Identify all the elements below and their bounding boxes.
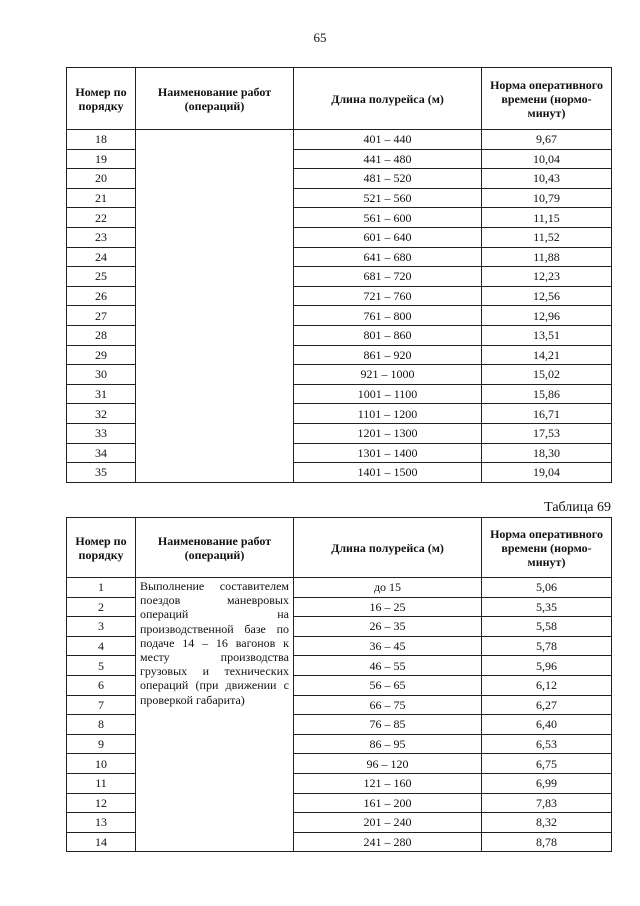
time-norm: 10,04 bbox=[482, 149, 612, 169]
half-trip-length: 241 – 280 bbox=[294, 832, 482, 852]
half-trip-length: 561 – 600 bbox=[294, 208, 482, 228]
norms-table-69 bbox=[66, 517, 612, 852]
row-number: 20 bbox=[67, 169, 136, 189]
time-norm: 6,99 bbox=[482, 773, 612, 793]
half-trip-length: 481 – 520 bbox=[294, 169, 482, 189]
half-trip-length: 641 – 680 bbox=[294, 247, 482, 267]
header-operation-name: Наименование работ (операций) bbox=[136, 68, 294, 130]
half-trip-length: 801 – 860 bbox=[294, 325, 482, 345]
half-trip-length: 1001 – 1100 bbox=[294, 384, 482, 404]
time-norm: 16,71 bbox=[482, 404, 612, 424]
time-norm: 10,43 bbox=[482, 169, 612, 189]
page-number: 65 bbox=[313, 30, 327, 45]
row-number: 26 bbox=[67, 286, 136, 306]
time-norm: 8,32 bbox=[482, 813, 612, 833]
half-trip-length: 56 – 65 bbox=[294, 675, 482, 695]
half-trip-length: 521 – 560 bbox=[294, 188, 482, 208]
table-row bbox=[67, 130, 612, 150]
header-operating-time-norm: Норма оперативного времени (нормо-минут) bbox=[482, 68, 612, 130]
time-norm: 15,86 bbox=[482, 384, 612, 404]
table-row bbox=[67, 578, 612, 598]
time-norm: 6,75 bbox=[482, 754, 612, 774]
half-trip-length: 721 – 760 bbox=[294, 286, 482, 306]
time-norm: 6,12 bbox=[482, 675, 612, 695]
time-norm: 5,35 bbox=[482, 597, 612, 617]
half-trip-length: 401 – 440 bbox=[294, 130, 482, 150]
row-number: 11 bbox=[67, 773, 136, 793]
operation-name-cell: Выполнение составителем поездов маневровых операций на производственной базе по подаче 14 – 16 вагонов к месту производства грузовых и технических операций (при движении с проверкой габарита) bbox=[136, 578, 294, 852]
half-trip-length: 86 – 95 bbox=[294, 734, 482, 754]
time-norm: 12,23 bbox=[482, 267, 612, 287]
time-norm: 8,78 bbox=[482, 832, 612, 852]
time-norm: 17,53 bbox=[482, 423, 612, 443]
time-norm: 9,67 bbox=[482, 130, 612, 150]
half-trip-length: 861 – 920 bbox=[294, 345, 482, 365]
half-trip-length: 1301 – 1400 bbox=[294, 443, 482, 463]
table-caption: Таблица 69 bbox=[544, 500, 611, 515]
half-trip-length: 441 – 480 bbox=[294, 149, 482, 169]
time-norm: 19,04 bbox=[482, 463, 612, 483]
time-norm: 14,21 bbox=[482, 345, 612, 365]
row-number: 19 bbox=[67, 149, 136, 169]
row-number: 35 bbox=[67, 463, 136, 483]
row-number: 27 bbox=[67, 306, 136, 326]
half-trip-length: 761 – 800 bbox=[294, 306, 482, 326]
row-number: 3 bbox=[67, 617, 136, 637]
time-norm: 18,30 bbox=[482, 443, 612, 463]
time-norm: 6,40 bbox=[482, 715, 612, 735]
half-trip-length: 76 – 85 bbox=[294, 715, 482, 735]
half-trip-length: 46 – 55 bbox=[294, 656, 482, 676]
time-norm: 11,88 bbox=[482, 247, 612, 267]
half-trip-length: 201 – 240 bbox=[294, 813, 482, 833]
norms-table-continued bbox=[66, 67, 612, 483]
header-number: Номер по порядку bbox=[67, 68, 136, 130]
row-number: 6 bbox=[67, 675, 136, 695]
half-trip-length: 1101 – 1200 bbox=[294, 404, 482, 424]
header-half-trip-length: Длина полурейса (м) bbox=[294, 68, 482, 130]
half-trip-length: до 15 bbox=[294, 578, 482, 598]
time-norm: 5,96 bbox=[482, 656, 612, 676]
half-trip-length: 26 – 35 bbox=[294, 617, 482, 637]
time-norm: 12,96 bbox=[482, 306, 612, 326]
row-number: 25 bbox=[67, 267, 136, 287]
row-number: 7 bbox=[67, 695, 136, 715]
time-norm: 13,51 bbox=[482, 325, 612, 345]
row-number: 12 bbox=[67, 793, 136, 813]
time-norm: 15,02 bbox=[482, 365, 612, 385]
header-half-trip-length: Длина полурейса (м) bbox=[294, 518, 482, 578]
row-number: 8 bbox=[67, 715, 136, 735]
header-operating-time-norm: Норма оперативного времени (нормо-минут) bbox=[482, 518, 612, 578]
time-norm: 11,15 bbox=[482, 208, 612, 228]
time-norm: 5,78 bbox=[482, 636, 612, 656]
row-number: 23 bbox=[67, 227, 136, 247]
time-norm: 6,27 bbox=[482, 695, 612, 715]
row-number: 18 bbox=[67, 130, 136, 150]
row-number: 2 bbox=[67, 597, 136, 617]
half-trip-length: 681 – 720 bbox=[294, 267, 482, 287]
time-norm: 11,52 bbox=[482, 227, 612, 247]
half-trip-length: 16 – 25 bbox=[294, 597, 482, 617]
half-trip-length: 1401 – 1500 bbox=[294, 463, 482, 483]
row-number: 13 bbox=[67, 813, 136, 833]
row-number: 4 bbox=[67, 636, 136, 656]
row-number: 21 bbox=[67, 188, 136, 208]
header-number: Номер по порядку bbox=[67, 518, 136, 578]
half-trip-length: 121 – 160 bbox=[294, 773, 482, 793]
row-number: 14 bbox=[67, 832, 136, 852]
row-number: 29 bbox=[67, 345, 136, 365]
row-number: 9 bbox=[67, 734, 136, 754]
table-header-row bbox=[67, 68, 612, 130]
half-trip-length: 96 – 120 bbox=[294, 754, 482, 774]
time-norm: 10,79 bbox=[482, 188, 612, 208]
table-header-row bbox=[67, 518, 612, 578]
row-number: 28 bbox=[67, 325, 136, 345]
half-trip-length: 66 – 75 bbox=[294, 695, 482, 715]
time-norm: 5,58 bbox=[482, 617, 612, 637]
half-trip-length: 161 – 200 bbox=[294, 793, 482, 813]
operation-name-cell bbox=[136, 130, 294, 483]
half-trip-length: 601 – 640 bbox=[294, 227, 482, 247]
row-number: 31 bbox=[67, 384, 136, 404]
row-number: 10 bbox=[67, 754, 136, 774]
row-number: 32 bbox=[67, 404, 136, 424]
half-trip-length: 1201 – 1300 bbox=[294, 423, 482, 443]
row-number: 24 bbox=[67, 247, 136, 267]
time-norm: 5,06 bbox=[482, 578, 612, 598]
row-number: 1 bbox=[67, 578, 136, 598]
row-number: 22 bbox=[67, 208, 136, 228]
row-number: 30 bbox=[67, 365, 136, 385]
half-trip-length: 921 – 1000 bbox=[294, 365, 482, 385]
header-operation-name: Наименование работ (операций) bbox=[136, 518, 294, 578]
row-number: 34 bbox=[67, 443, 136, 463]
time-norm: 6,53 bbox=[482, 734, 612, 754]
half-trip-length: 36 – 45 bbox=[294, 636, 482, 656]
row-number: 5 bbox=[67, 656, 136, 676]
time-norm: 12,56 bbox=[482, 286, 612, 306]
time-norm: 7,83 bbox=[482, 793, 612, 813]
row-number: 33 bbox=[67, 423, 136, 443]
